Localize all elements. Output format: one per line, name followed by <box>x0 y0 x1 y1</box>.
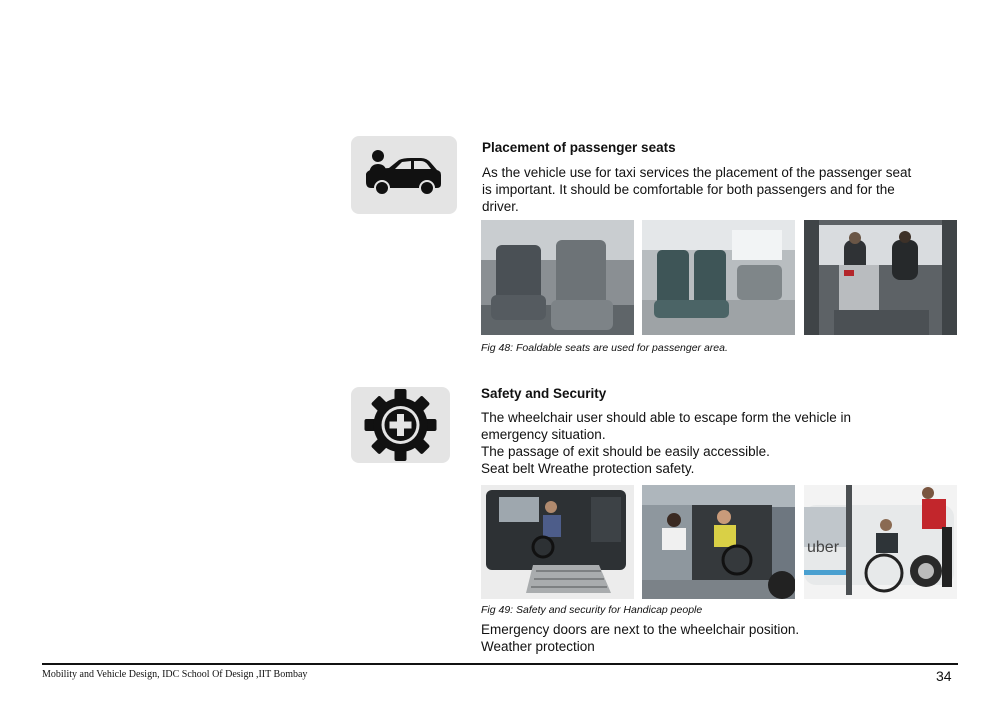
uber-logo: uber <box>807 539 840 556</box>
section2-after-text <box>481 621 921 655</box>
section2-body-line-3: Seat belt Wreathe protection safety. <box>481 461 695 476</box>
section2-body <box>481 409 921 477</box>
fig48-photo-3 <box>804 220 957 335</box>
fig48-caption: Fig 48: Foaldable seats are used for passenger area. <box>481 342 728 354</box>
footer-text: Mobility and Vehicle Design, IDC School Of Design ,IIT Bombay <box>42 669 308 680</box>
car-with-passenger-icon <box>351 136 457 214</box>
section2-icon-box <box>351 387 450 463</box>
fig48-photo-2 <box>642 220 795 335</box>
fig49-photo-3 <box>804 485 957 599</box>
section2-after-line-2: Weather protection <box>481 639 595 654</box>
section2-body-line-1: The wheelchair user should able to escape form the vehicle in emergency situation. <box>481 410 851 442</box>
fig49-photo-1 <box>481 485 634 599</box>
fig49-photo-2 <box>642 485 795 599</box>
fig48-photo-1 <box>481 220 634 335</box>
section1-body: As the vehicle use for taxi services the placement of the passenger seat is important. It should be comfortable for both passengers and for the driver. <box>482 165 912 214</box>
footer-rule <box>42 663 958 665</box>
section1-icon-box <box>351 136 457 214</box>
fig49-caption: Fig 49: Safety and security for Handicap people <box>481 604 703 616</box>
section1-heading: Placement of passenger seats <box>482 140 676 155</box>
section2-heading: Safety and Security <box>481 386 607 401</box>
section2-after-line-1: Emergency doors are next to the wheelchair position. <box>481 622 800 637</box>
page-number: 34 <box>936 668 952 684</box>
section2-body-line-2: The passage of exit should be easily accessible. <box>481 444 770 459</box>
gear-plus-icon <box>351 387 450 463</box>
